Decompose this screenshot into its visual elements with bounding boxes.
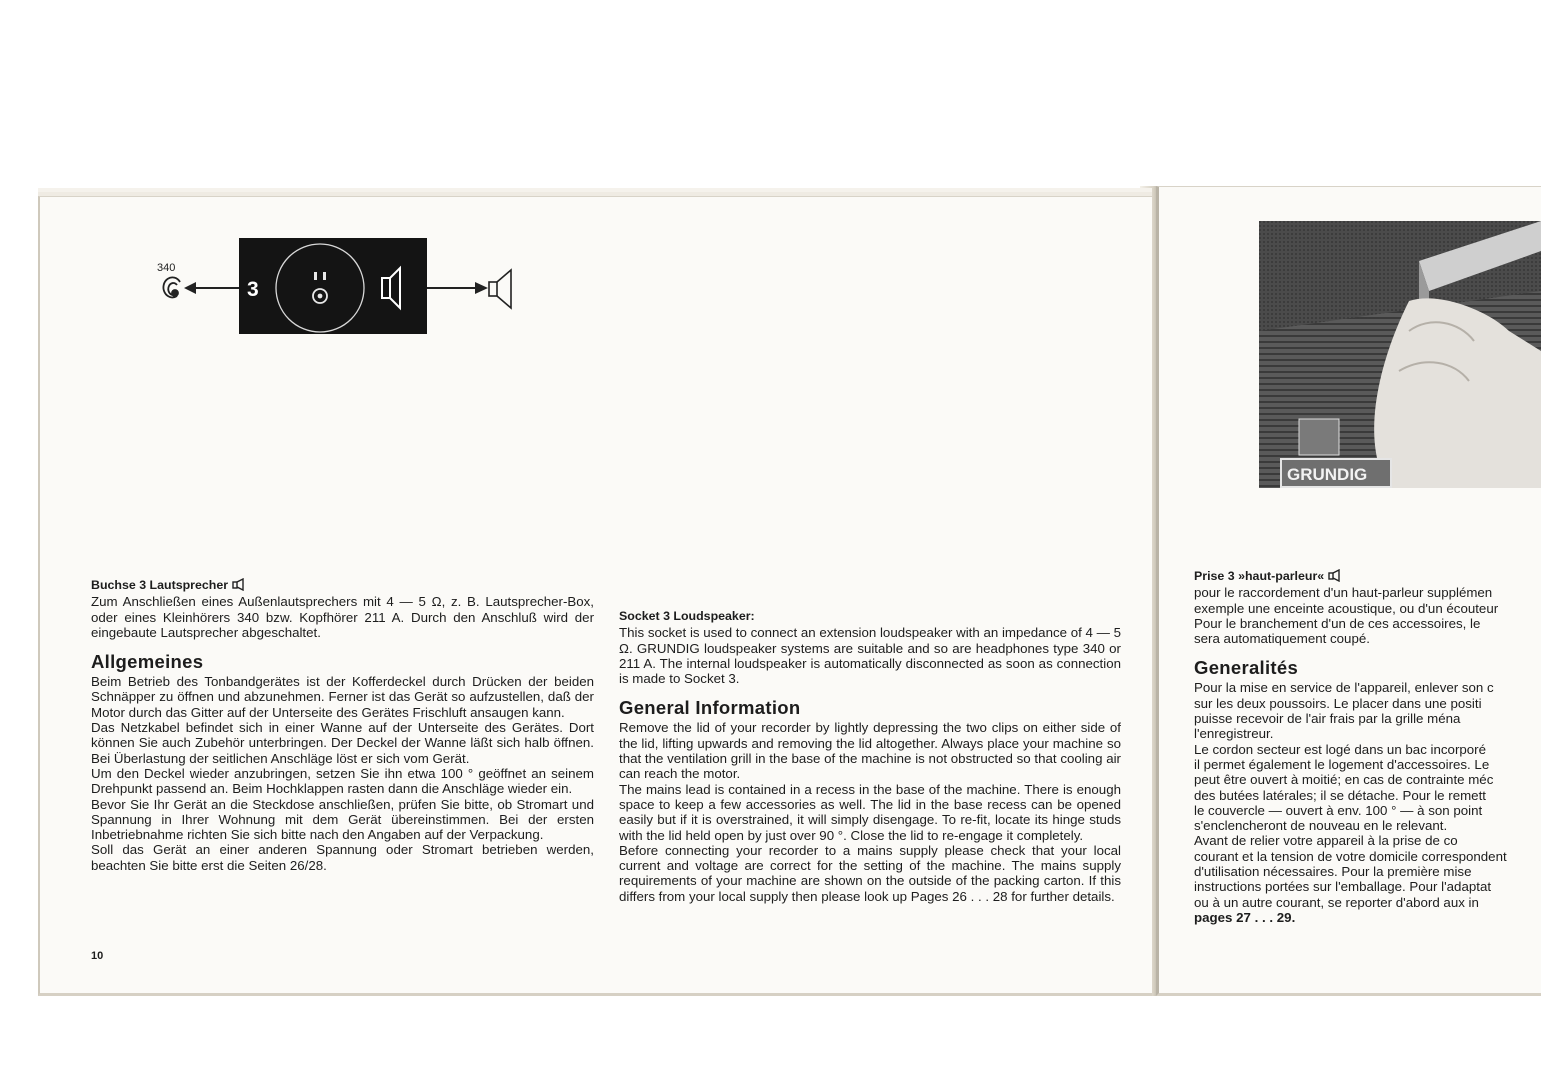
french-socket-heading: Prise 3 »haut-parleur« (1194, 569, 1541, 584)
french-line: d'utilisation nécessaires. Pour la première mise (1194, 864, 1472, 880)
german-paragraph: Um den Deckel wieder anzubringen, setzen Sie ihn etwa 100 ° geöffnet an seinem Drehpunkt passend an. Beim Hochklappen rasten dann die Anschläge wieder ein. (91, 765, 594, 797)
french-socket-line: Pour le branchement d'un de ces accessoires, le (1194, 615, 1481, 631)
french-line: Avant de relier votre appareil à la prise de co (1194, 833, 1458, 849)
german-column (91, 578, 594, 873)
arrow-head-left (184, 282, 196, 294)
english-section-title: General Information (619, 697, 801, 719)
english-paragraph: Remove the lid of your recorder by lightly depressing the two clips on either side of the lid, lifting upwards and removing the lid altogether. Always place your machine so that the ventilation grill in the base of the machine is not obstructed so that cooling air can reach the motor. (619, 720, 1121, 782)
french-line: il permet également le logement d'accessoires. Le (1194, 756, 1490, 772)
brand-badge: GRUNDIG (1287, 465, 1368, 484)
french-socket-line: pour le raccordement d'un haut-parleur supplémen (1194, 585, 1493, 601)
external-speaker-icon (489, 270, 511, 308)
german-section-title: Allgemeines (91, 651, 204, 673)
french-section-title: Generalités (1194, 657, 1299, 679)
connection-diagram (150, 238, 530, 342)
french-socket-line: exemple une enceinte acoustique, ou d'un écouteur (1194, 600, 1499, 616)
french-line: sur les deux poussoirs. Le placer dans une positi (1194, 695, 1482, 711)
french-column (1194, 569, 1541, 925)
french-line: instructions portées sur l'emballage. Pour l'adaptat (1194, 879, 1492, 895)
english-paragraph: The mains lead is contained in a recess in the base of the machine. There is enough space to keep a few accessories as well. The lid in the base recess can be opened easily but if it is overstrained, it will simply disengage. To re-fit, locate its hinge studs with the lid held open by just over 90 °. Close the lid to re-engage it completely. (619, 781, 1121, 843)
recorder-photo (1259, 221, 1541, 488)
loudspeaker-symbol-icon (232, 578, 246, 591)
english-socket-heading: Socket 3 Loudspeaker: (619, 609, 755, 623)
german-paragraph: Bevor Sie Ihr Gerät an die Steckdose anschließen, prüfen Sie bitte, ob Stromart und Spannung in Ihrer Wohnung mit dem Gerät übereinstimmen. Bei der ersten Inbetriebnahme richten Sie sich bitte nach den Angaben auf der Verpackung. (91, 796, 594, 843)
arrow-head-right (475, 282, 488, 294)
page-number: 10 (91, 950, 104, 962)
french-line: peut être ouvert à moitié; en cas de contrainte méc (1194, 772, 1494, 788)
french-line: Le cordon secteur est logé dans un bac incorporé (1194, 741, 1486, 757)
french-line: ou à un autre courant, se reporter d'abord aux in (1194, 894, 1479, 910)
english-column (619, 609, 1121, 904)
socket-panel (239, 238, 427, 334)
german-socket-heading: Buchse 3 Lautsprecher (91, 578, 594, 593)
headphone-number: 340 (157, 262, 176, 274)
german-paragraph: Das Netzkabel befindet sich in einer Wanne auf der Unterseite des Gerätes. Dort können Sie auch Zubehör unterbringen. Der Deckel der Wanne läßt sich halb öffnen. Bei Überlastung der seitlichen Anschläge löst er sich vom Gerät. (91, 720, 594, 766)
french-last-line: pages 27 . . . 29. (1194, 909, 1296, 925)
french-socket-line: sera automatiquement coupé. (1194, 631, 1370, 647)
english-socket-text: This socket is used to connect an extension loudspeaker with an impedance of 4 — 5 Ω. GRUNDIG loudspeaker systems are suitable and so are headphones type 340 or 211 A. The internal loudspeaker is automatically disconnected as soon as connection is made to Socket 3. (619, 625, 1121, 687)
headphone-icon (163, 277, 180, 297)
socket-number: 3 (247, 278, 259, 301)
loudspeaker-symbol-icon (1328, 569, 1342, 582)
german-paragraph: Beim Betrieb des Tonbandgerätes ist der Kofferdeckel durch Drücken der beiden Schnäpper zu öffnen und abzunehmen. Ferner ist das Gerät so aufzustellen, daß der Motor durch das Gitter auf der Unterseite des Gerätes Frischluft ansaugen kann. (91, 674, 594, 720)
german-paragraph: Soll das Gerät an einer anderen Spannung oder Stromart betrieben werden, beachten Sie bitte erst die Seiten 26/28. (91, 842, 594, 873)
english-paragraph: Before connecting your recorder to a mains supply please check that your local current and voltage are correct for the setting of the machine. The mains supply requirements of your machine are shown on the outside of the packing carton. If this differs from your local supply then please look up Pages 26 . . . 28 for further details. (619, 842, 1121, 904)
french-line: Pour la mise en service de l'appareil, enlever son c (1194, 680, 1494, 696)
french-line: le couvercle — ouvert à env. 100 ° — à son point (1194, 802, 1483, 818)
french-line: l'enregistreur. (1194, 726, 1274, 742)
french-line: courant et la tension de votre domicile correspondent (1194, 848, 1507, 864)
french-line: s'enclencheront de nouveau en le relevant. (1194, 818, 1448, 834)
french-line: des butées latérales; il se détache. Pour le remett (1194, 787, 1486, 803)
german-socket-text: Zum Anschließen eines Außenlautsprechers mit 4 — 5 Ω, z. B. Lautsprecher-Box, oder eines Kleinhörers 340 bzw. Kopfhörer 211 A. Durch den Anschluß wird der eingebaute Lautsprecher abgeschaltet. (91, 594, 594, 640)
french-line: puisse recevoir de l'air frais par la grille ména (1194, 711, 1461, 727)
